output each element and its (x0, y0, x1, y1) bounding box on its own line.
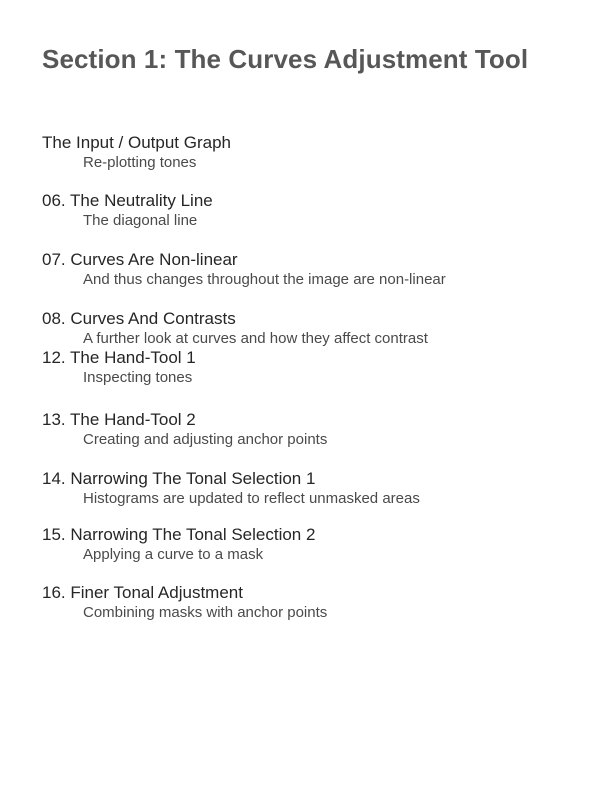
toc-entry (42, 525, 582, 565)
toc-entry-heading: 16. Finer Tonal Adjustment (42, 583, 243, 602)
toc-entry-heading: 14. Narrowing The Tonal Selection 1 (42, 469, 316, 488)
toc-entry (42, 133, 582, 173)
toc-entry-heading: 06. The Neutrality Line (42, 191, 213, 210)
toc-entry-heading: 15. Narrowing The Tonal Selection 2 (42, 525, 316, 544)
toc-entry-subtitle: The diagonal line (83, 212, 198, 229)
toc-entry-heading: 07. Curves Are Non-linear (42, 250, 238, 269)
toc-entry (42, 410, 582, 450)
toc-entry-subtitle: Re-plotting tones (83, 154, 197, 171)
toc-entry-heading: 08. Curves And Contrasts (42, 309, 236, 328)
toc-entry-subtitle: Histograms are updated to reflect unmasked areas (83, 490, 420, 507)
toc-entry (42, 469, 582, 509)
toc-entry (42, 348, 582, 388)
toc-entry-subtitle: Inspecting tones (83, 369, 193, 386)
section-title: Section 1: The Curves Adjustment Tool (42, 44, 529, 74)
toc-entry (42, 191, 582, 231)
toc-entry (42, 250, 582, 290)
toc-entry-heading: 12. The Hand-Tool 1 (42, 348, 196, 367)
toc-entry-subtitle: Applying a curve to a mask (83, 546, 264, 563)
toc-entry-subtitle: A further look at curves and how they affect contrast (83, 330, 428, 347)
toc-entry (42, 583, 582, 623)
toc-entry-subtitle: Combining masks with anchor points (83, 604, 328, 621)
toc-entry-subtitle: Creating and adjusting anchor points (83, 431, 328, 448)
toc-entry (42, 309, 582, 349)
toc-entry-heading: 13. The Hand-Tool 2 (42, 410, 196, 429)
toc-entry-heading: The Input / Output Graph (42, 133, 232, 152)
toc-entry-subtitle: And thus changes throughout the image are non-linear (83, 271, 446, 288)
